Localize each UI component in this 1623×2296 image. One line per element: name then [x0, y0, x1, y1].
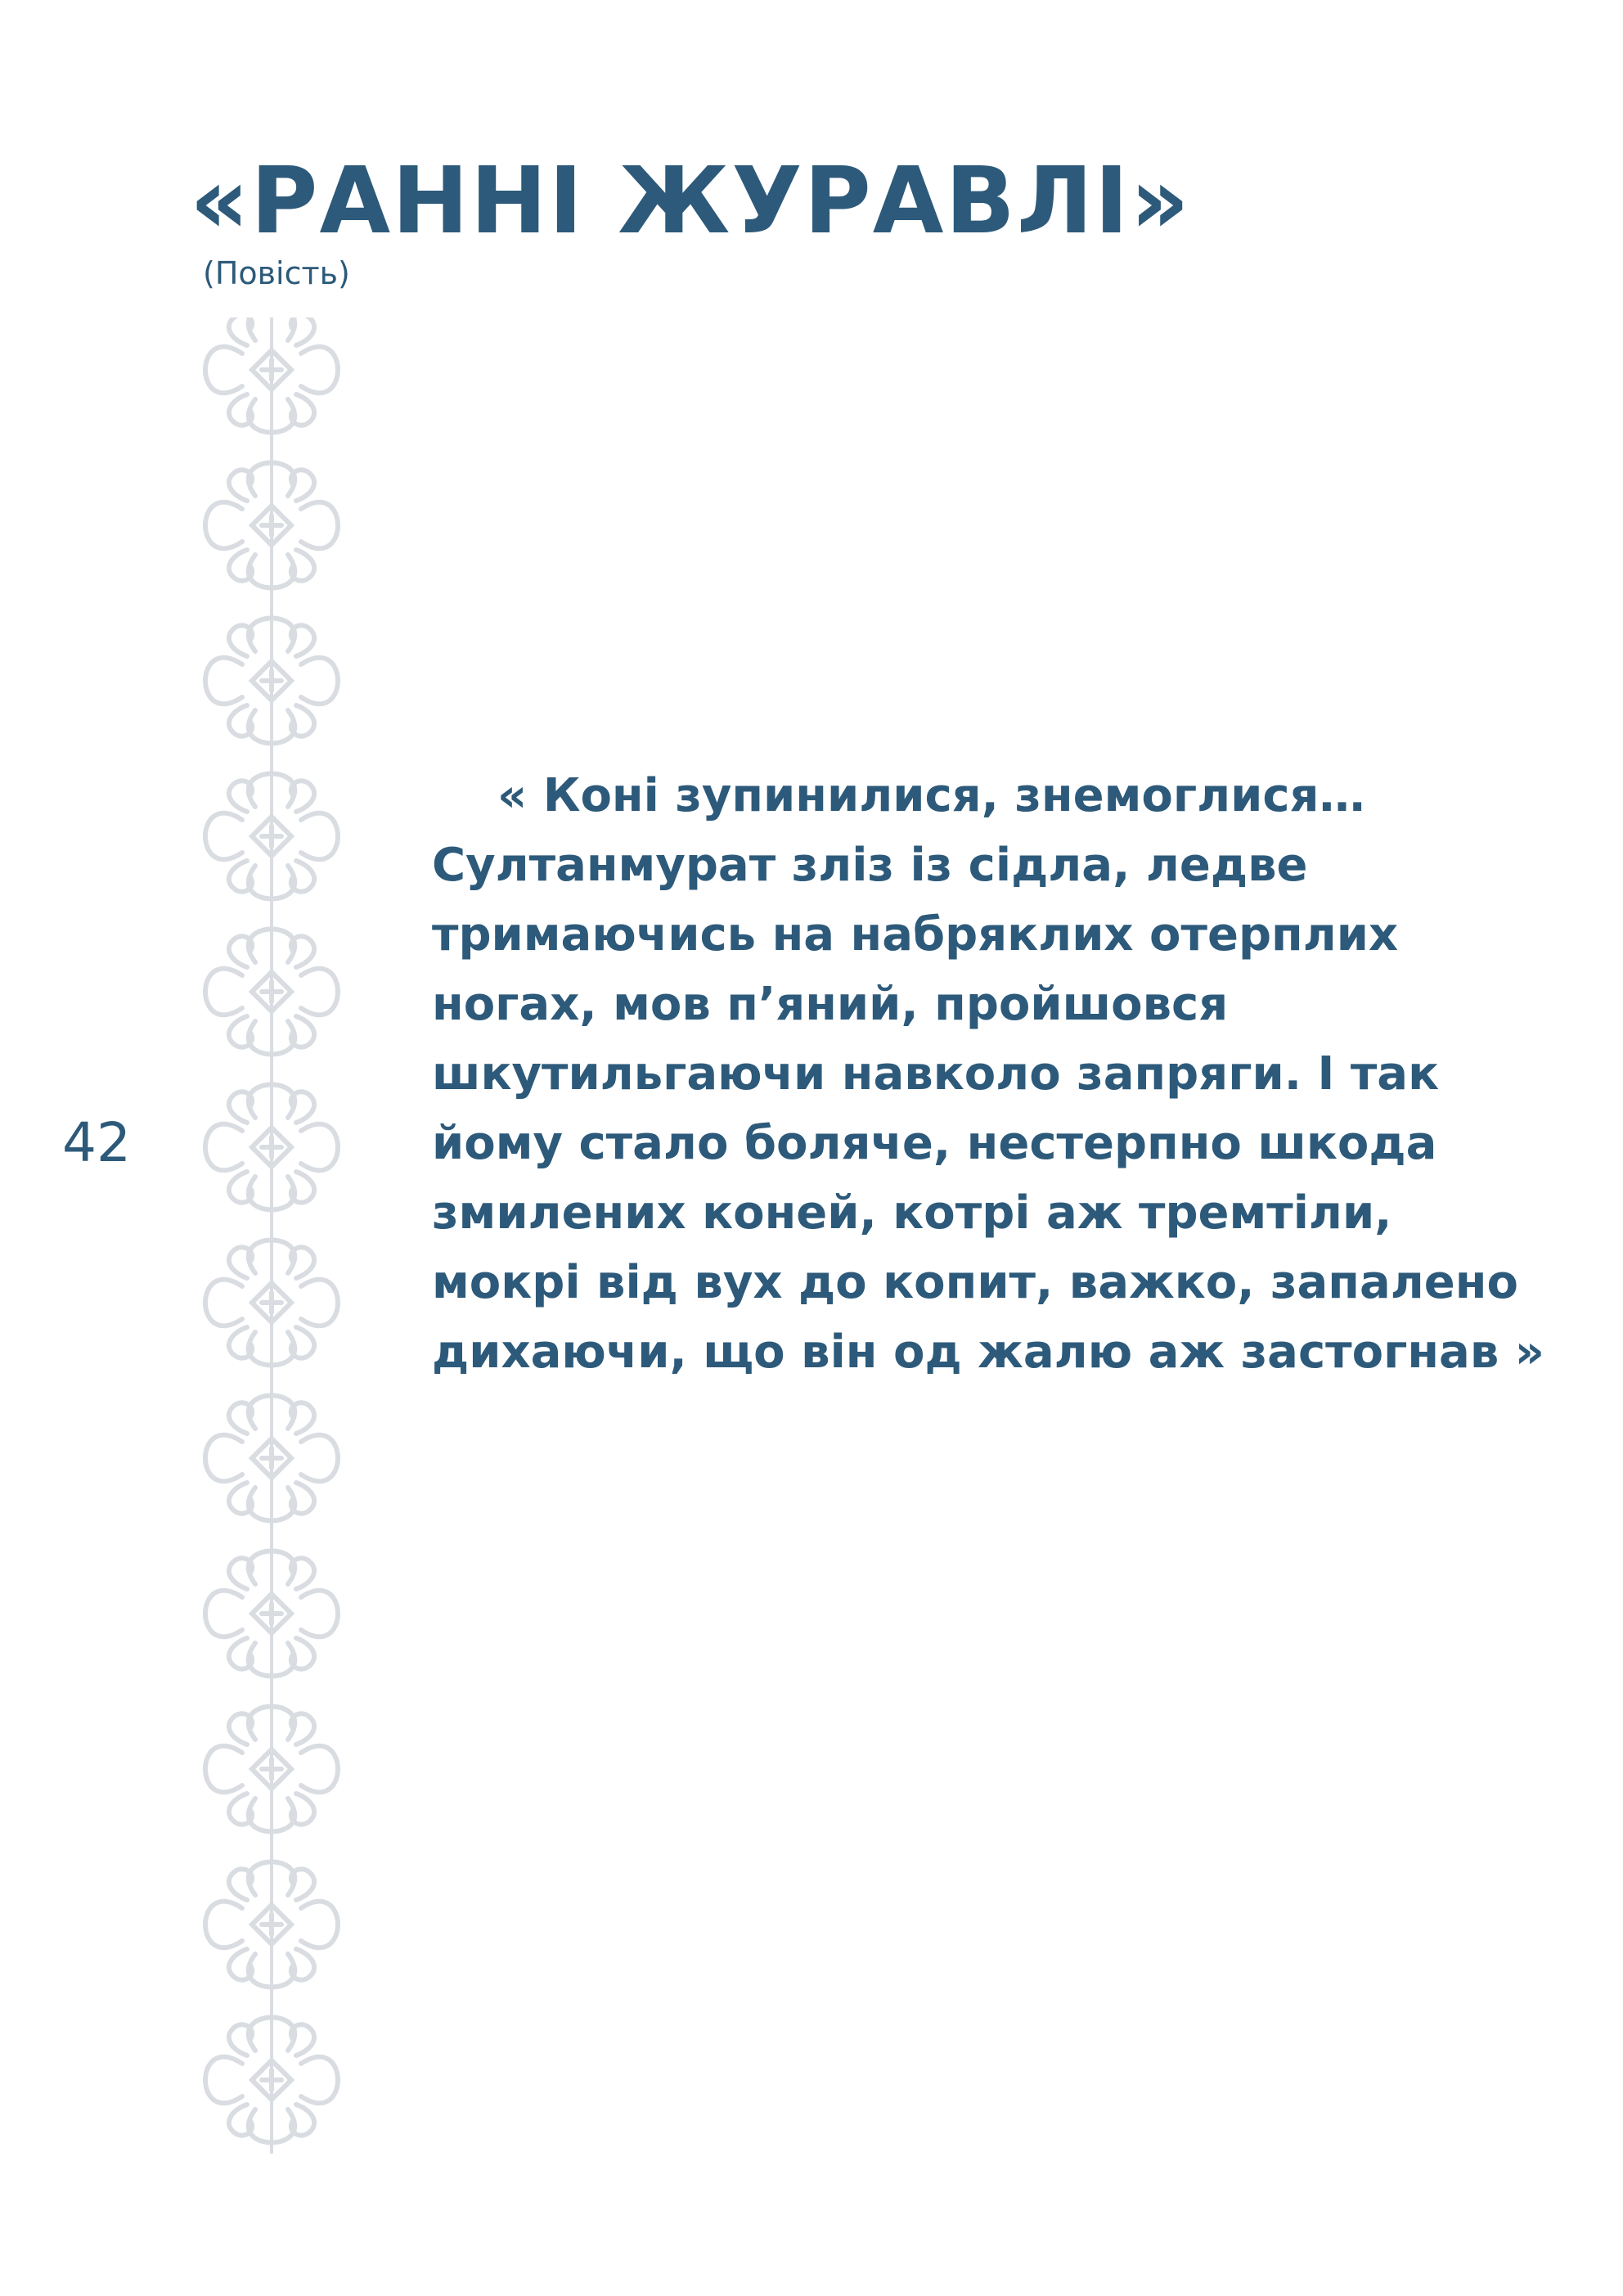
quote-line-8: мокрі від вух до копит, важко, запалено: [432, 1256, 1518, 1309]
quote-line-2: Султанмурат зліз із сідла, ледве: [432, 839, 1308, 892]
ornament-column: [190, 317, 353, 2183]
quote-close-mark: »: [1514, 1326, 1544, 1379]
quote-block: [432, 761, 1544, 1387]
quote-line-4: ногах, мов п’яний, пройшовся: [432, 978, 1229, 1031]
ethnic-rosette-icon: [190, 317, 353, 2183]
quote-line-3: тримаючись на набряклих отерплих: [432, 908, 1399, 961]
page-subtitle: (Повість): [203, 255, 350, 291]
page-title: «РАННІ ЖУРАВЛІ»: [190, 148, 1191, 254]
quote-line-5: шкутильгаючи навколо запряги. І так: [432, 1047, 1440, 1101]
page-number: 42: [62, 1111, 131, 1174]
quote-line-7: змилених коней, котрі аж тремтіли,: [432, 1186, 1392, 1240]
quote-line-text: Коні зупинилися, знемоглися…: [542, 769, 1365, 822]
quote-line-1: [432, 761, 1414, 831]
quote-open-mark: «: [497, 769, 528, 822]
quote-line-text: дихаючи, що він од жалю аж застогнав: [432, 1326, 1499, 1379]
quote-line-9: [432, 1317, 1544, 1387]
quote-line-6: йому стало боляче, нестерпно шкода: [432, 1117, 1437, 1170]
